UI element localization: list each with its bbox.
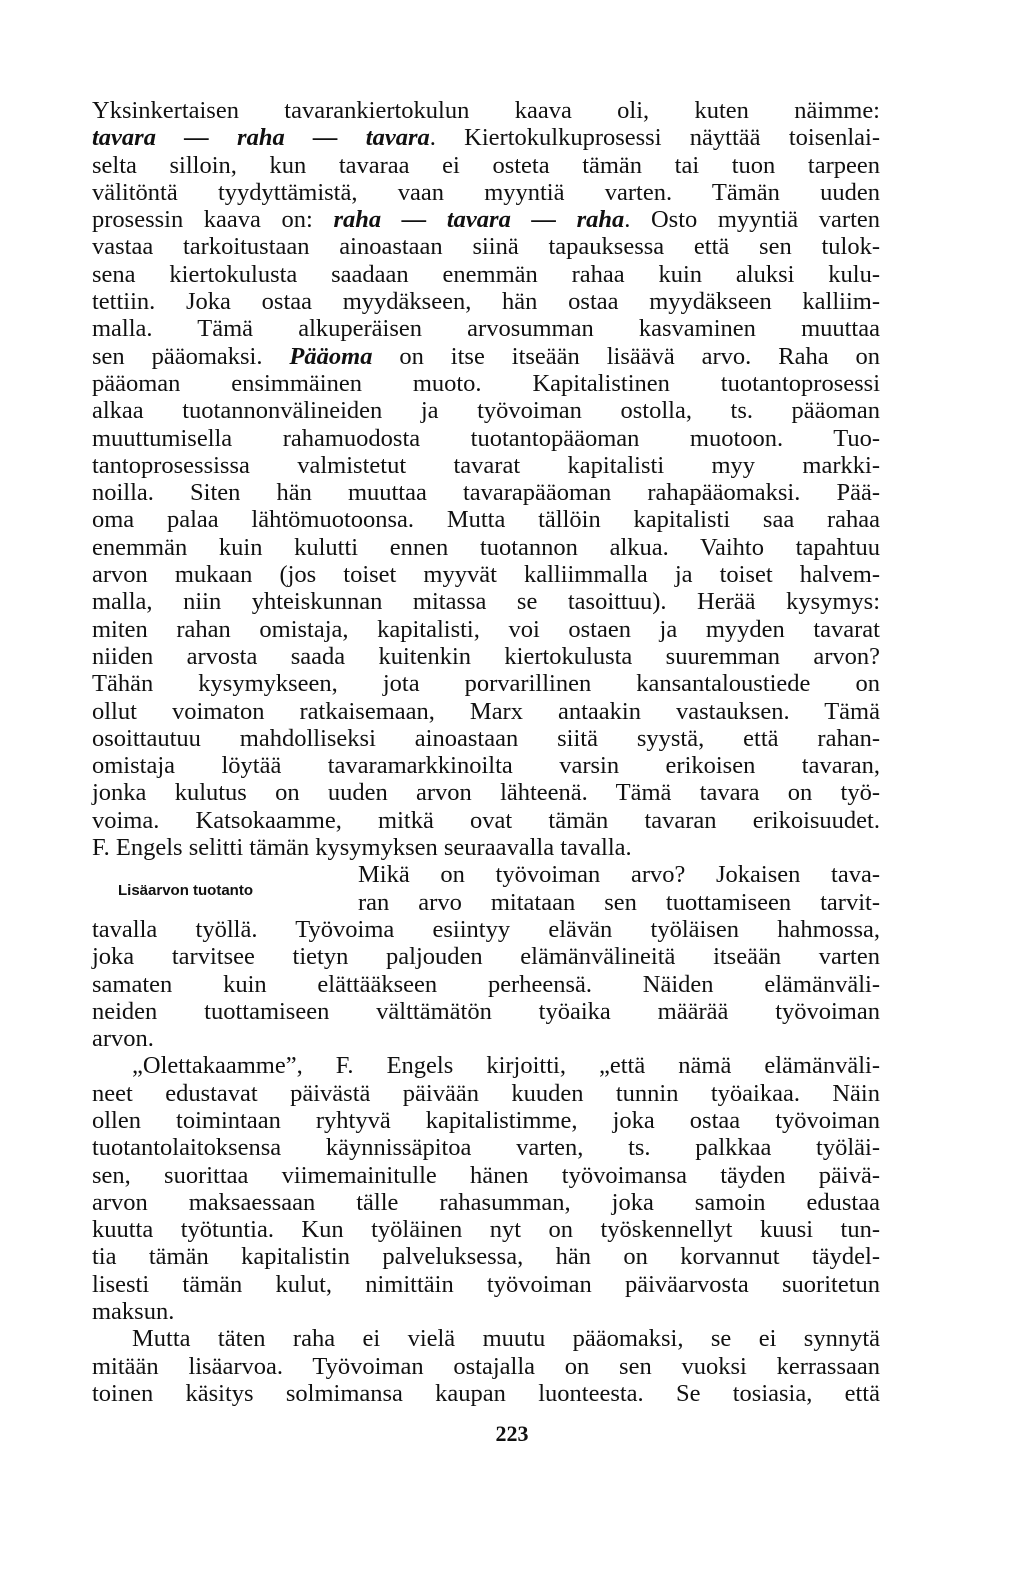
text-line: pääoman ensimmäinen muoto. Kapitalistinen tuotantoprosessi: [92, 369, 880, 397]
text-line: oma palaa lähtömuotoonsa. Mutta tällöin kapitalisti saa rahaa: [92, 506, 880, 534]
text-line: välitöntä tyydyttämistä, vaan myyntiä varten. Tämän uuden: [92, 178, 880, 206]
text-line: sen, suorittaa viimemainitulle hänen työvoimansa täyden päivä-: [92, 1161, 880, 1189]
body-text: [92, 97, 880, 1407]
text-line: enemmän kuin kulutti ennen tuotannon alkua. Vaihto tapahtuu: [92, 533, 880, 561]
text-line: miten rahan omistaja, kapitalisti, voi ostaen ja myyden tavarat: [92, 615, 880, 643]
text-line: „Olettakaamme”, F. Engels kirjoitti, „että nämä elämänväli-: [132, 1052, 880, 1080]
text-line: toinen käsitys solmimansa kaupan luonteesta. Se tosiasia, että: [92, 1379, 880, 1407]
text-line: niiden arvosta saada kuitenkin kiertokulusta suuremman arvon?: [92, 642, 880, 670]
text-line: alkaa tuotannonvälineiden ja työvoiman ostolla, ts. pääoman: [92, 397, 880, 425]
text-line: malla, niin yhteiskunnan mitassa se tasoittuu). Herää kysymys:: [92, 588, 880, 616]
text-line: malla. Tämä alkuperäisen arvosumman kasvaminen muuttaa: [92, 315, 880, 343]
text-line: F. Engels selitti tämän kysymyksen seuraavalla tavalla.: [92, 834, 632, 862]
text-line: ollen toimintaan ryhtyvä kapitalistimme, joka ostaa työvoiman: [92, 1106, 880, 1134]
text-line: ran arvo mitataan sen tuottamiseen tarvit-: [358, 888, 880, 916]
text-line: sena kiertokulusta saadaan enemmän rahaa kuin aluksi kulu-: [92, 260, 880, 288]
text-line: selta silloin, kun tavaraa ei osteta tämän tai tuon tarpeen: [92, 151, 880, 179]
text-line: arvon.: [92, 1025, 154, 1053]
text-line: tavalla työllä. Työvoima esiintyy elävän työläisen hahmossa,: [92, 915, 880, 943]
text-line: tantoprosessissa valmistetut tavarat kapitalisti myy markki-: [92, 451, 880, 479]
text-line: Mikä on työvoiman arvo? Jokaisen tava-: [358, 861, 880, 889]
text-line: Tähän kysymykseen, jota porvarillinen kansantaloustiede on: [92, 670, 880, 698]
text-line: jonka kulutus on uuden arvon lähteenä. Tämä tavara on työ-: [92, 779, 880, 807]
text-line: lisesti tämän kulut, nimittäin työvoiman päiväarvosta suoritetun: [92, 1270, 880, 1298]
margin-note: Lisäarvon tuotanto: [118, 882, 254, 899]
text-line: mitään lisäarvoa. Työvoiman ostajalla on sen vuoksi kerrassaan: [92, 1352, 880, 1380]
text-line: ollut voimaton ratkaisemaan, Marx antaakin vastauksen. Tämä: [92, 697, 880, 725]
text-line: kuutta työtuntia. Kun työläinen nyt on työskennellyt kuusi tun-: [92, 1216, 880, 1244]
text-line: tuotantolaitoksensa käynnissäpitoa varten, ts. palkkaa työläi-: [92, 1134, 880, 1162]
text-line: arvon maksaessaan tälle rahasumman, joka samoin edustaa: [92, 1188, 880, 1216]
text-line: maksun.: [92, 1298, 175, 1326]
text-line: omistaja löytää tavaramarkkinoilta varsin erikoisen tavaran,: [92, 752, 880, 780]
text-line: samaten kuin elättääkseen perheensä. Näiden elämänväli-: [92, 970, 880, 998]
page-number: 223: [495, 1421, 529, 1446]
text-line: vastaa tarkoitustaan ainoastaan siinä tapauksessa että sen tulok-: [92, 233, 880, 261]
text-line: neiden tuottamiseen välttämätön työaika määrää työvoiman: [92, 997, 880, 1025]
text-line: tia tämän kapitalistin palveluksessa, hän on korvannut täydel-: [92, 1243, 880, 1271]
text-line: prosessin kaava on: raha — tavara — raha. Osto myyntiä varten: [92, 206, 880, 234]
text-line: arvon mukaan (jos toiset myyvät kalliimmalla ja toiset halvem-: [92, 561, 880, 589]
text-line: tavara — raha — tavara. Kiertokulkuprosessi näyttää toisenlai-: [92, 124, 881, 152]
text-line: joka tarvitsee tietyn paljouden elämänvälineitä itseään varten: [92, 943, 880, 971]
text-line: neet edustavat päivästä päivään kuuden tunnin työaikaa. Näin: [92, 1079, 880, 1107]
text-line: osoittautuu mahdolliseksi ainoastaan siitä syystä, että rahan-: [92, 724, 880, 752]
text-line: muuttumisella rahamuodosta tuotantopääoman muotoon. Tuo-: [92, 424, 880, 452]
text-line: tettiin. Joka ostaa myydäkseen, hän ostaa myydäkseen kalliim-: [92, 288, 880, 316]
text-line: noilla. Siten hän muuttaa tavarapääoman rahapääomaksi. Pää-: [92, 479, 880, 507]
text-line: sen pääomaksi. Pääoma on itse itseään lisäävä arvo. Raha on: [92, 342, 881, 370]
text-line: voima. Katsokaamme, mitkä ovat tämän tavaran erikoisuudet.: [92, 806, 880, 834]
text-line: Mutta täten raha ei vielä muutu pääomaksi, se ei synnytä: [132, 1325, 880, 1353]
text-line: Yksinkertaisen tavarankiertokulun kaava oli, kuten näimme:: [92, 97, 880, 124]
